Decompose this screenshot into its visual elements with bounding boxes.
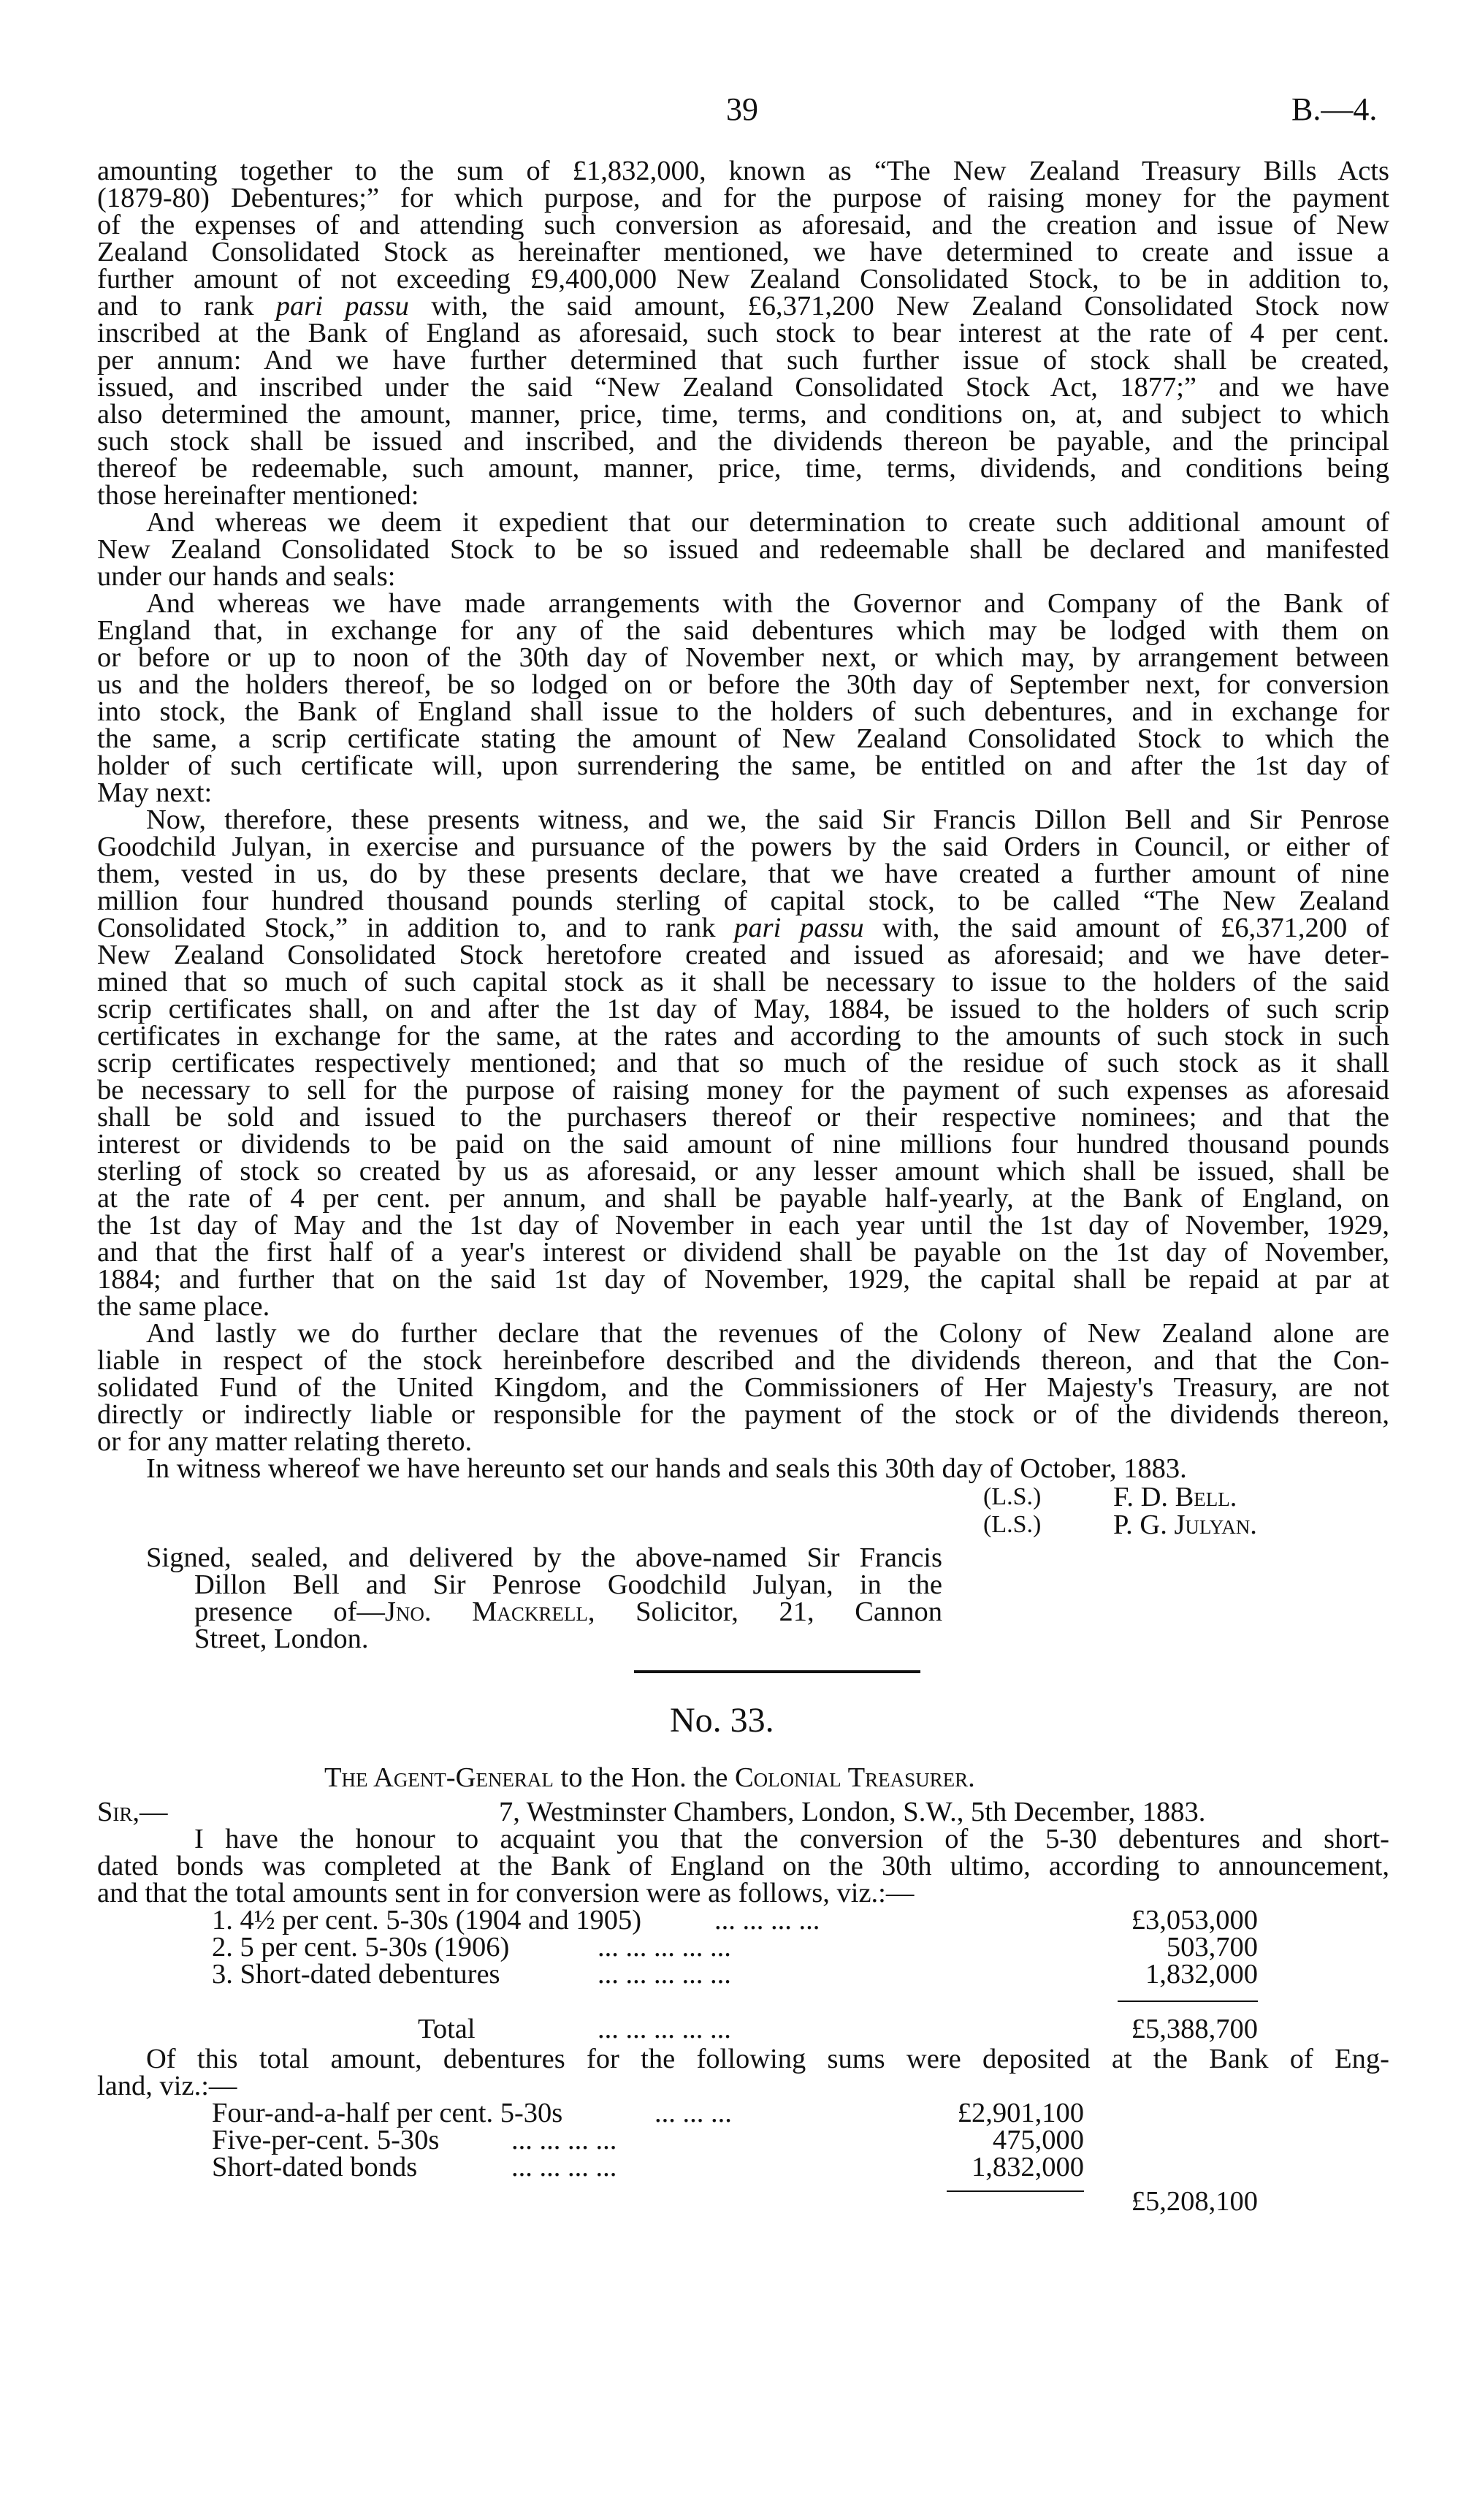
text-fragment: Solicitor, 21, Cannon <box>595 1596 942 1627</box>
body-line: those hereinafter mentioned: <box>97 480 419 511</box>
address-date: 7, Westminster Chambers, London, S.W., 5th December, 1883. <box>499 1797 1206 1827</box>
body-line: issued, and inscribed under the said “New Zealand Consolidated Stock Act, 1877;” and we have <box>97 372 1389 403</box>
letter-line: Of this total amount, debentures for the following sums were deposited at the Bank of Eng- <box>146 2044 1389 2074</box>
attestation-line: Dillon Bell and Sir Penrose Goodchild Julyan, in the <box>194 1569 942 1600</box>
text-fragment: Consolidated Stock,” in addition to, and to rank <box>97 913 735 943</box>
body-line: of the expenses of and attending such conversion as aforesaid, and the creation and issue of New <box>97 210 1389 240</box>
body-line: under our hands and seals: <box>97 561 396 592</box>
deposit-item-amount: 475,000 <box>992 2125 1084 2155</box>
body-line: England that, in exchange for any of the said debentures which may be lodged with them on <box>97 615 1389 646</box>
leader-dots: ... ... ... ... ... <box>598 1932 731 1963</box>
salutation: Sir,— <box>97 1797 168 1827</box>
body-line: New Zealand Consolidated Stock to be so issued and redeemable shall be declared and manifested <box>97 534 1389 565</box>
body-line: holder of such certificate will, upon surrendering the same, be entitled on and after the 1st day of <box>97 750 1389 781</box>
body-line: Now, therefore, these presents witness, and we, the said Sir Francis Dillon Bell and Sir Penrose <box>146 804 1389 835</box>
body-line: the 1st day of May and the 1st day of November in each year until the 1st day of November, 1929, <box>97 1210 1389 1241</box>
total-amount: £5,388,700 <box>1131 2014 1258 2044</box>
deposit-item-label: Five-per-cent. 5-30s <box>212 2125 440 2155</box>
text-fragment: with, the said amount of £6,371,200 of <box>863 913 1389 943</box>
conversion-item-amount: 503,700 <box>1166 1932 1258 1963</box>
letter-line: and that the total amounts sent in for conversion were as follows, viz.:— <box>97 1878 915 1908</box>
conversion-item-amount: £3,053,000 <box>1131 1905 1258 1935</box>
subtotal-rule <box>1118 2001 1258 2002</box>
body-line: into stock, the Bank of England shall issue to the holders of such debentures, and in exchange for <box>97 696 1389 727</box>
body-line: the same place. <box>97 1291 270 1322</box>
leader-dots: ... ... ... ... ... <box>598 1959 731 1990</box>
attestation-line: Signed, sealed, and delivered by the above-named Sir Francis <box>146 1542 942 1573</box>
letter-subtitle <box>324 1764 975 1792</box>
body-line: scrip certificates shall, on and after the 1st day of May, 1884, be issued to the holders of such scrip <box>97 994 1389 1024</box>
body-line: sterling of stock so created by us as aforesaid, or any lesser amount which shall be issued, shall be <box>97 1156 1389 1187</box>
deposit-item-label: Short-dated bonds <box>212 2152 418 2182</box>
subtotal-rule <box>947 2190 1084 2192</box>
body-line: be necessary to sell for the purpose of raising money for the payment of such expenses as aforesaid <box>97 1075 1389 1105</box>
body-line: 1884; and further that on the said 1st day of November, 1929, the capital shall be repaid at par at <box>97 1264 1389 1295</box>
body-line: liable in respect of the stock hereinbefore described and the dividends thereon, and that the Con- <box>97 1345 1389 1376</box>
italic-phrase: pari passu <box>734 913 864 943</box>
deposit-total: £5,208,100 <box>1131 2186 1258 2217</box>
text-fragment: presence of— <box>194 1596 385 1627</box>
attestation-line <box>194 1598 942 1626</box>
signatory-name: P. G. Julyan. <box>1113 1510 1257 1540</box>
text-fragment: with, the said amount, £6,371,200 New Zealand Consolidated Stock now <box>408 291 1389 321</box>
leader-dots: ... ... ... ... <box>714 1905 820 1935</box>
recipient: Colonial Treasurer. <box>734 1762 975 1793</box>
body-line: or before or up to noon of the 30th day of November next, or which may, by arrangement between <box>97 642 1389 673</box>
italic-phrase: pari passu <box>275 291 409 321</box>
body-line: or for any matter relating thereto. <box>97 1426 473 1457</box>
body-line: million four hundred thousand pounds sterling of capital stock, to be called “The New Zealand <box>97 886 1389 916</box>
letter-line: dated bonds was completed at the Bank of England on the 30th ultimo, according to announcement, <box>97 1851 1389 1881</box>
body-line: And lastly we do further declare that the revenues of the Colony of New Zealand alone are <box>146 1318 1389 1349</box>
conversion-item-label: 1. 4½ per cent. 5-30s (1904 and 1905) <box>212 1905 642 1935</box>
body-line: inscribed at the Bank of England as aforesaid, such stock to bear interest at the rate of 4 per cent. <box>97 318 1389 349</box>
body-line: Zealand Consolidated Stock as hereinafter mentioned, we have determined to create and issue a <box>97 237 1389 267</box>
body-line <box>97 914 1389 943</box>
page-number: 39 <box>726 91 758 127</box>
conversion-item-label: 3. Short-dated debentures <box>212 1959 500 1990</box>
body-line: thereof be redeemable, such amount, manner, price, time, terms, dividends, and conditions being <box>97 453 1389 484</box>
attestation-line: Street, London. <box>194 1623 369 1654</box>
deposit-item-amount: £2,901,100 <box>957 2098 1084 2128</box>
body-line: amounting together to the sum of £1,832,000, known as “The New Zealand Treasury Bills Acts <box>97 156 1389 186</box>
section-divider <box>634 1670 920 1673</box>
solicitor-name: Jno. Mackrell, <box>384 1596 595 1627</box>
body-line: at the rate of 4 per cent. per annum, and shall be payable half-yearly, at the Bank of England, on <box>97 1183 1389 1214</box>
body-line: New Zealand Consolidated Stock heretofore created and issued as aforesaid; and we have deter- <box>97 940 1389 970</box>
body-line: interest or dividends to be paid on the said amount of nine millions four hundred thousand pounds <box>97 1129 1389 1160</box>
leader-dots: ... ... ... ... <box>511 2152 617 2182</box>
body-line: mined that so much of such capital stock as it shall be necessary to issue to the holders of the said <box>97 967 1389 997</box>
seal-label: (L.S.) <box>983 1483 1042 1510</box>
body-line: May next: <box>97 777 213 808</box>
letter-line: I have the honour to acquaint you that the conversion of the 5-30 debentures and short- <box>194 1824 1389 1854</box>
leader-dots: ... ... ... <box>654 2098 732 2128</box>
sender: The Agent-General <box>324 1762 554 1793</box>
document-reference: B.—4. <box>1291 91 1378 127</box>
conversion-item-label: 2. 5 per cent. 5-30s (1906) <box>212 1932 510 1963</box>
body-line: the same, a scrip certificate stating the amount of New Zealand Consolidated Stock to which the <box>97 723 1389 754</box>
letter-number: No. 33. <box>670 1701 774 1740</box>
letter-line: land, viz.:— <box>97 2071 237 2101</box>
body-line: And whereas we have made arrangements with the Governor and Company of the Bank of <box>146 588 1389 619</box>
body-line: shall be sold and issued to the purchasers thereof or their respective nominees; and that the <box>97 1102 1389 1133</box>
body-line: Goodchild Julyan, in exercise and pursuance of the powers by the said Orders in Council, or either of <box>97 831 1389 862</box>
body-line: also determined the amount, manner, price, time, terms, and conditions on, at, and subject to which <box>97 399 1389 430</box>
body-line: In witness whereof we have hereunto set our hands and seals this 30th day of October, 1883. <box>146 1453 1187 1484</box>
deposit-item-label: Four-and-a-half per cent. 5-30s <box>212 2098 563 2128</box>
body-line: them, vested in us, do by these presents declare, that we have created a further amount of nine <box>97 859 1389 889</box>
signatory-name: F. D. Bell. <box>1113 1482 1237 1512</box>
body-line: us and the holders thereof, be so lodged on or before the 30th day of September next, for conversion <box>97 669 1389 700</box>
body-line: such stock shall be issued and inscribed, and the dividends thereon be payable, and the principal <box>97 426 1389 457</box>
body-line: directly or indirectly liable or responsible for the payment of the stock or of the dividends thereon, <box>97 1399 1389 1430</box>
leader-dots: ... ... ... ... ... <box>598 2014 731 2044</box>
text-fragment: and to rank <box>97 291 276 321</box>
body-line: And whereas we deem it expedient that our determination to create such additional amount of <box>146 507 1389 538</box>
conversion-item-amount: 1,832,000 <box>1145 1959 1258 1990</box>
deposit-item-amount: 1,832,000 <box>972 2152 1084 2182</box>
body-line: solidated Fund of the United Kingdom, and the Commissioners of Her Majesty's Treasury, are not <box>97 1372 1389 1403</box>
body-line: certificates in exchange for the same, at the rates and according to the amounts of such stock in such <box>97 1021 1389 1051</box>
body-line: and that the first half of a year's interest or dividend shall be payable on the 1st day of November, <box>97 1237 1389 1268</box>
seal-label: (L.S.) <box>983 1511 1042 1538</box>
body-line: scrip certificates respectively mentioned; and that so much of the residue of such stock as it shall <box>97 1048 1389 1078</box>
total-label: Total <box>418 2014 476 2044</box>
body-line: further amount of not exceeding £9,400,000 New Zealand Consolidated Stock, to be in addition to, <box>97 264 1389 294</box>
text-fragment: to the Hon. the <box>553 1762 735 1793</box>
body-line: (1879-80) Debentures;” for which purpose, and for the purpose of raising money for the payment <box>97 183 1389 213</box>
leader-dots: ... ... ... ... <box>511 2125 617 2155</box>
body-line: per annum: And we have further determined that such further issue of stock shall be created, <box>97 345 1389 376</box>
body-line <box>97 292 1389 321</box>
